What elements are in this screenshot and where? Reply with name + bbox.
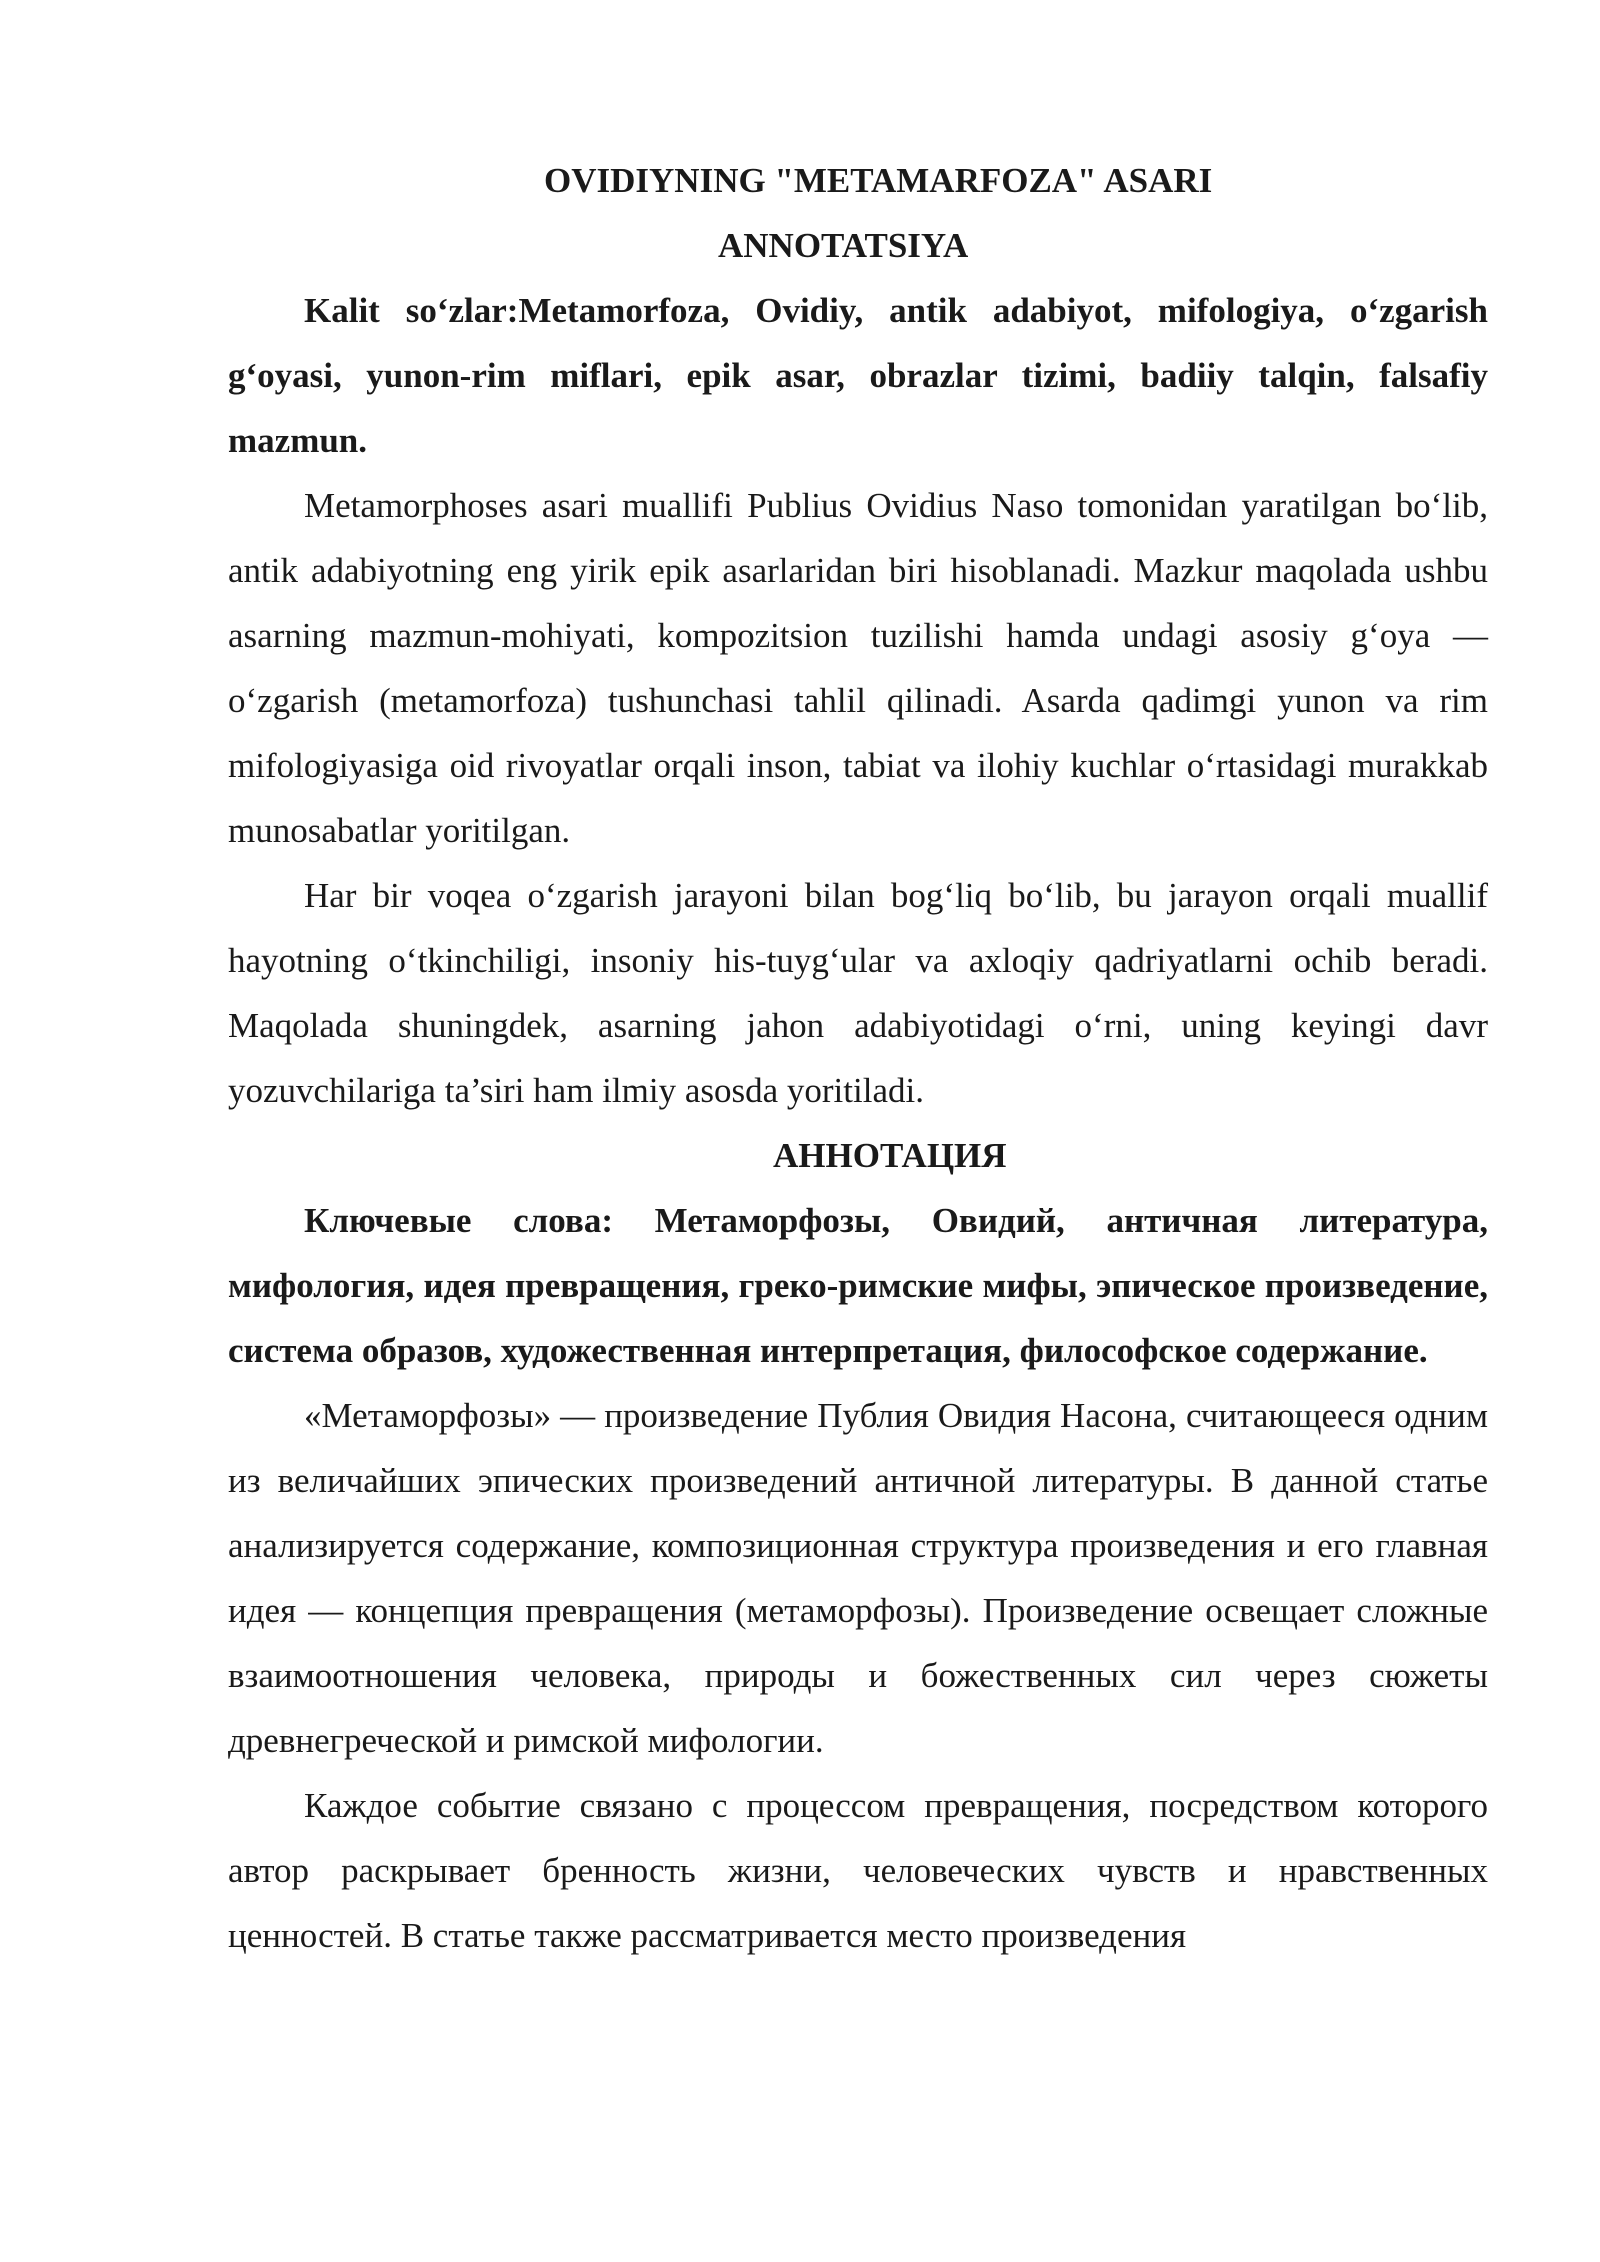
paragraph-ru-1: «Метаморфозы» — произведение Публия Овидия Насона, считающееся одним из величайших эпических произведений античной литературы. В данной статье анализируется содержание, композиционная структура произведения и его главная идея — концепция превращения (метаморфозы). Произведение освещает сложные взаимоотношения человека, природы и божественных сил через сюжеты древнегреческой и римской мифологии.	[228, 1396, 1488, 1760]
document-page	[228, 148, 1488, 1968]
paragraph-ru-2: Каждое событие связано с процессом превращения, посредством которого автор раскрывает бренность жизни, человеческих чувств и нравственных ценностей. В статье также рассматривается место произведения	[228, 1786, 1488, 1955]
paragraph-uz-2: Har bir voqea o‘zgarish jarayoni bilan bog‘liq bo‘lib, bu jarayon orqali muallif hayotning o‘tkinchiligi, insoniy his-tuyg‘ular va axloqiy qadriyatlarni ochib beradi. Maqolada shuningdek, asarning jahon adabiyotidagi o‘rni, uning keyingi davr yozuvchilariga ta’siri ham ilmiy asosda yoritiladi.	[228, 876, 1488, 1110]
paragraph-uz-1: Metamorphoses asari muallifi Publius Ovidius Naso tomonidan yaratilgan bo‘lib, antik adabiyotning eng yirik epik asarlaridan biri hisoblanadi. Mazkur maqolada ushbu asarning mazmun-mohiyati, kompozitsion tuzilishi hamda undagi asosiy g‘oya — o‘zgarish (metamorfoza) tushunchasi tahlil qilinadi. Asarda qadimgi yunon va rim mifologiyasiga oid rivoyatlar orqali inson, tabiat va ilohiy kuchlar o‘rtasidagi murakkab munosabatlar yoritilgan.	[228, 486, 1488, 850]
document-title: OVIDIYNING "METAMARFOZA" ASARI	[544, 161, 1213, 200]
keywords-ru: Ключевые слова: Метаморфозы, Овидий, античная литература, мифология, идея превращения, греко-римские мифы, эпическое произведение, система образов, художественная интерпретация, философское содержание.	[228, 1201, 1488, 1370]
annotation-heading-ru: АННОТАЦИЯ	[773, 1136, 1007, 1175]
annotation-heading-uz: ANNOTATSIYA	[718, 226, 969, 265]
keywords-uz: Kalit so‘zlar:Metamorfoza, Ovidiy, antik adabiyot, mifologiya, o‘zgarish g‘oyasi, yunon-rim miflari, epik asar, obrazlar tizimi, badiiy talqin, falsafiy mazmun.	[228, 291, 1488, 460]
